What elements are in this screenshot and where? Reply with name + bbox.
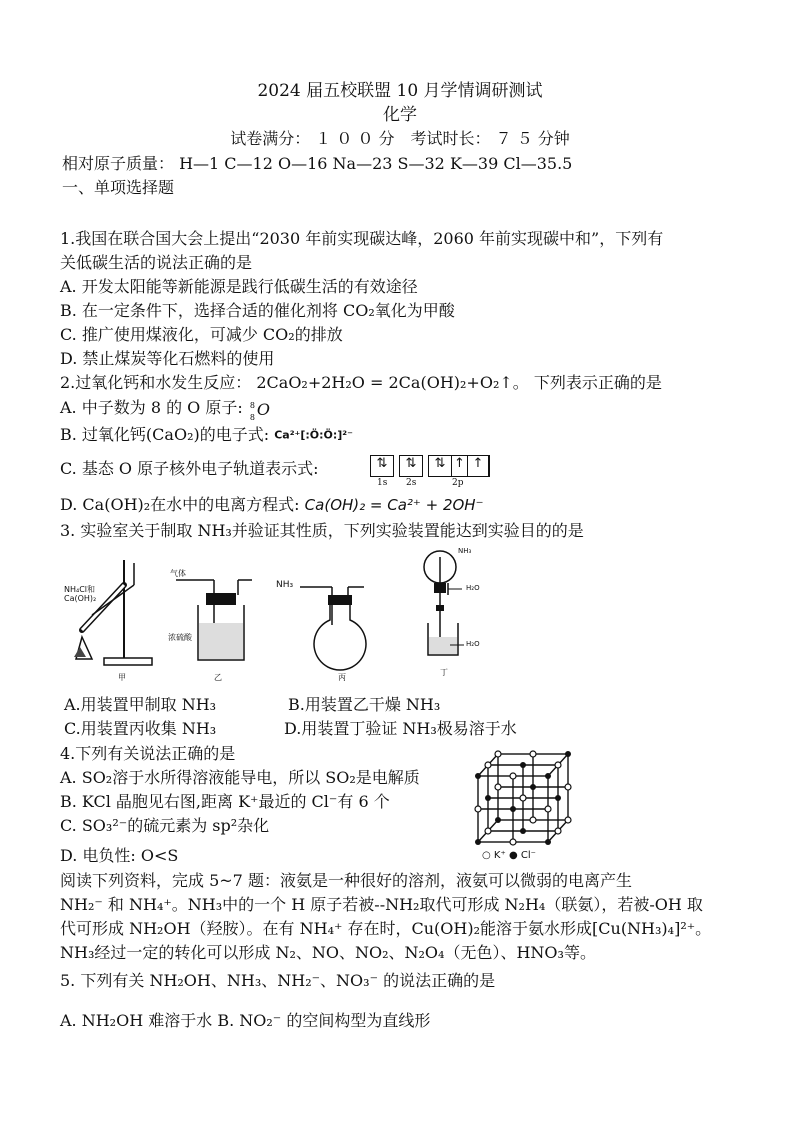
yi-acid-label: 浓硫酸 — [168, 633, 192, 642]
exam-title: 2024 届五校联盟 10 月学情调研测试 — [257, 81, 543, 101]
ding-h2o-top-label: H₂O — [466, 584, 480, 592]
orbital-box-end — [487, 455, 490, 477]
q2-option-c-text: C. 基态 O 原子核外电子轨道表示式: — [60, 459, 319, 478]
q2-option-d-text: D. Ca(OH)₂在水中的电离方程式: — [60, 495, 300, 514]
q4-option-c: C. SO₃²⁻的硫元素为 sp²杂化 — [60, 816, 270, 835]
q1-option-a: A. 开发太阳能等新能源是践行低碳生活的有效途径 — [60, 277, 418, 296]
q3-option-d: D.用装置丁验证 NH₃极易溶于水 — [284, 719, 517, 738]
apparatus-ding — [418, 545, 508, 670]
orbital-2p-2-arrows: ↑ — [454, 456, 465, 471]
reading-line3: 代可形成 NH₂OH（羟胺）。在有 NH₄⁺ 存在时，Cu(OH)₂能溶于氨水形成[Cu(NH₃)₄]²⁺。 — [60, 919, 712, 938]
legend-k-text: K⁺ — [493, 850, 506, 861]
reading-line1: 阅读下列资料，完成 5~7 题：液氨是一种很好的溶剂，液氨可以微弱的电离产生 — [60, 871, 632, 890]
q4-stem: 4.下列有关说法正确的是 — [60, 744, 236, 763]
electron-formula: Ca²⁺[:Ö:Ö:]²⁻ — [274, 428, 353, 442]
q4-option-b: B. KCl 晶胞见右图,距离 K⁺最近的 Cl⁻有 6 个 — [60, 792, 390, 811]
orbital-2p-1 — [428, 455, 452, 477]
yi-label: 乙 — [214, 673, 222, 682]
q1-stem-line1: 1.我国在联合国大会上提出“2030 年前实现碳达峰，2060 年前实现碳中和”，下列有 — [60, 229, 664, 248]
isotope-symbol — [248, 399, 274, 422]
legend-cl-marker: ● — [508, 850, 518, 861]
isotope-element: O — [256, 399, 270, 419]
ding-h2o-bottom-label: H₂O — [466, 640, 480, 648]
reading-line2: NH₂⁻ 和 NH₄⁺。NH₃中的一个 H 原子若被--NH₂取代可形成 N₂H₄（联氨），若被-OH 取 — [60, 895, 703, 914]
q5-stem: 5. 下列有关 NH₂OH、NH₃、NH₂⁻、NO₃⁻ 的说法正确的是 — [60, 971, 496, 990]
ding-nh3-label: NH₃ — [458, 547, 472, 555]
orbital-label-1s: 1s — [377, 478, 388, 488]
q1-option-d: D. 禁止煤炭等化石燃料的使用 — [60, 349, 275, 368]
jia-reagent-line2: Ca(OH)₂ — [64, 594, 97, 603]
isotope-atomic-number: 8 — [249, 412, 255, 422]
legend-cl-text: Cl⁻ — [520, 850, 536, 861]
jia-reagent-line1: NH₄Cl和 — [64, 585, 96, 594]
isotope-mass-number: 8 — [249, 400, 255, 410]
score-time-line: 试卷满分： １ ０ ０ 分 考试时长： ７ ５ 分钟 — [230, 129, 570, 148]
yi-gas-label: 气体 — [170, 569, 186, 578]
reading-line4: NH₃经过一定的转化可以形成 N₂、NO、NO₂、N₂O₄（无色）、HNO₃等。 — [60, 943, 596, 962]
q2-option-b-text: B. 过氧化钙(CaO₂)的电子式: — [60, 425, 270, 444]
orbital-2p-1-arrows: ⇅ — [434, 456, 446, 471]
ding-label: 丁 — [440, 668, 448, 677]
apparatus-jia — [62, 555, 172, 685]
orbital-2p-3-arrows: ↑ — [472, 456, 484, 471]
orbital-1s-arrows: ⇅ — [376, 456, 388, 471]
kcl-crystal-cell — [470, 748, 580, 848]
orbital-1s — [370, 455, 394, 477]
q4-option-d: D. 电负性: O<S — [60, 846, 179, 865]
crystal-legend — [482, 850, 536, 861]
q1-stem-line2: 关低碳生活的说法正确的是 — [60, 253, 253, 272]
q3-stem: 3. 实验室关于制取 NH₃并验证其性质，下列实验装置能达到实验目的的是 — [60, 521, 584, 540]
q2-stem: 2.过氧化钙和水发生反应： 2CaO₂+2H₂O = 2Ca(OH)₂+O₂↑。 下列表示正确的是 — [60, 373, 662, 392]
ionization-equation: Ca(OH)₂ = Ca²⁺ + 2OH⁻ — [304, 496, 484, 514]
subject-title: 化学 — [383, 105, 417, 125]
jia-reagent-label — [64, 585, 96, 603]
orbital-2s-arrows: ⇅ — [405, 456, 417, 471]
q4-option-a: A. SO₂溶于水所得溶液能导电，所以 SO₂是电解质 — [60, 768, 420, 787]
q3-option-a: A.用装置甲制取 NH₃ — [64, 695, 217, 714]
q2-option-a — [60, 397, 274, 422]
q2-option-d — [60, 494, 484, 516]
orbital-label-2p: 2p — [452, 478, 464, 488]
orbital-label-2s: 2s — [406, 478, 417, 488]
q3-option-c: C.用装置丙收集 NH₃ — [64, 719, 217, 738]
q2-option-b — [60, 424, 353, 447]
section-heading: 一、单项选择题 — [62, 178, 175, 197]
q1-option-b: B. 在一定条件下，选择合适的催化剂将 CO₂氧化为甲酸 — [60, 301, 455, 320]
orbital-2p-2 — [451, 455, 468, 477]
q1-option-c: C. 推广使用煤液化，可减少 CO₂的排放 — [60, 325, 343, 344]
legend-k-marker: ○ — [482, 850, 491, 861]
jia-label: 甲 — [118, 673, 126, 682]
q5-option-a: A. NH₂OH 难溶于水 B. NO₂⁻ 的空间构型为直线形 — [60, 1011, 431, 1030]
bing-label: 丙 — [338, 673, 346, 682]
bing-gas-label: NH₃ — [276, 580, 294, 590]
q3-option-b: B.用装置乙干燥 NH₃ — [288, 695, 441, 714]
apparatus-bing — [296, 565, 386, 675]
orbital-2s — [399, 455, 423, 477]
q2-option-a-text: A. 中子数为 8 的 O 原子: — [60, 398, 243, 417]
orbital-2p-3 — [467, 455, 489, 477]
atomic-mass-line: 相对原子质量： H—1 C—12 O—16 Na—23 S—32 K—39 Cl—35.5 — [62, 154, 573, 173]
